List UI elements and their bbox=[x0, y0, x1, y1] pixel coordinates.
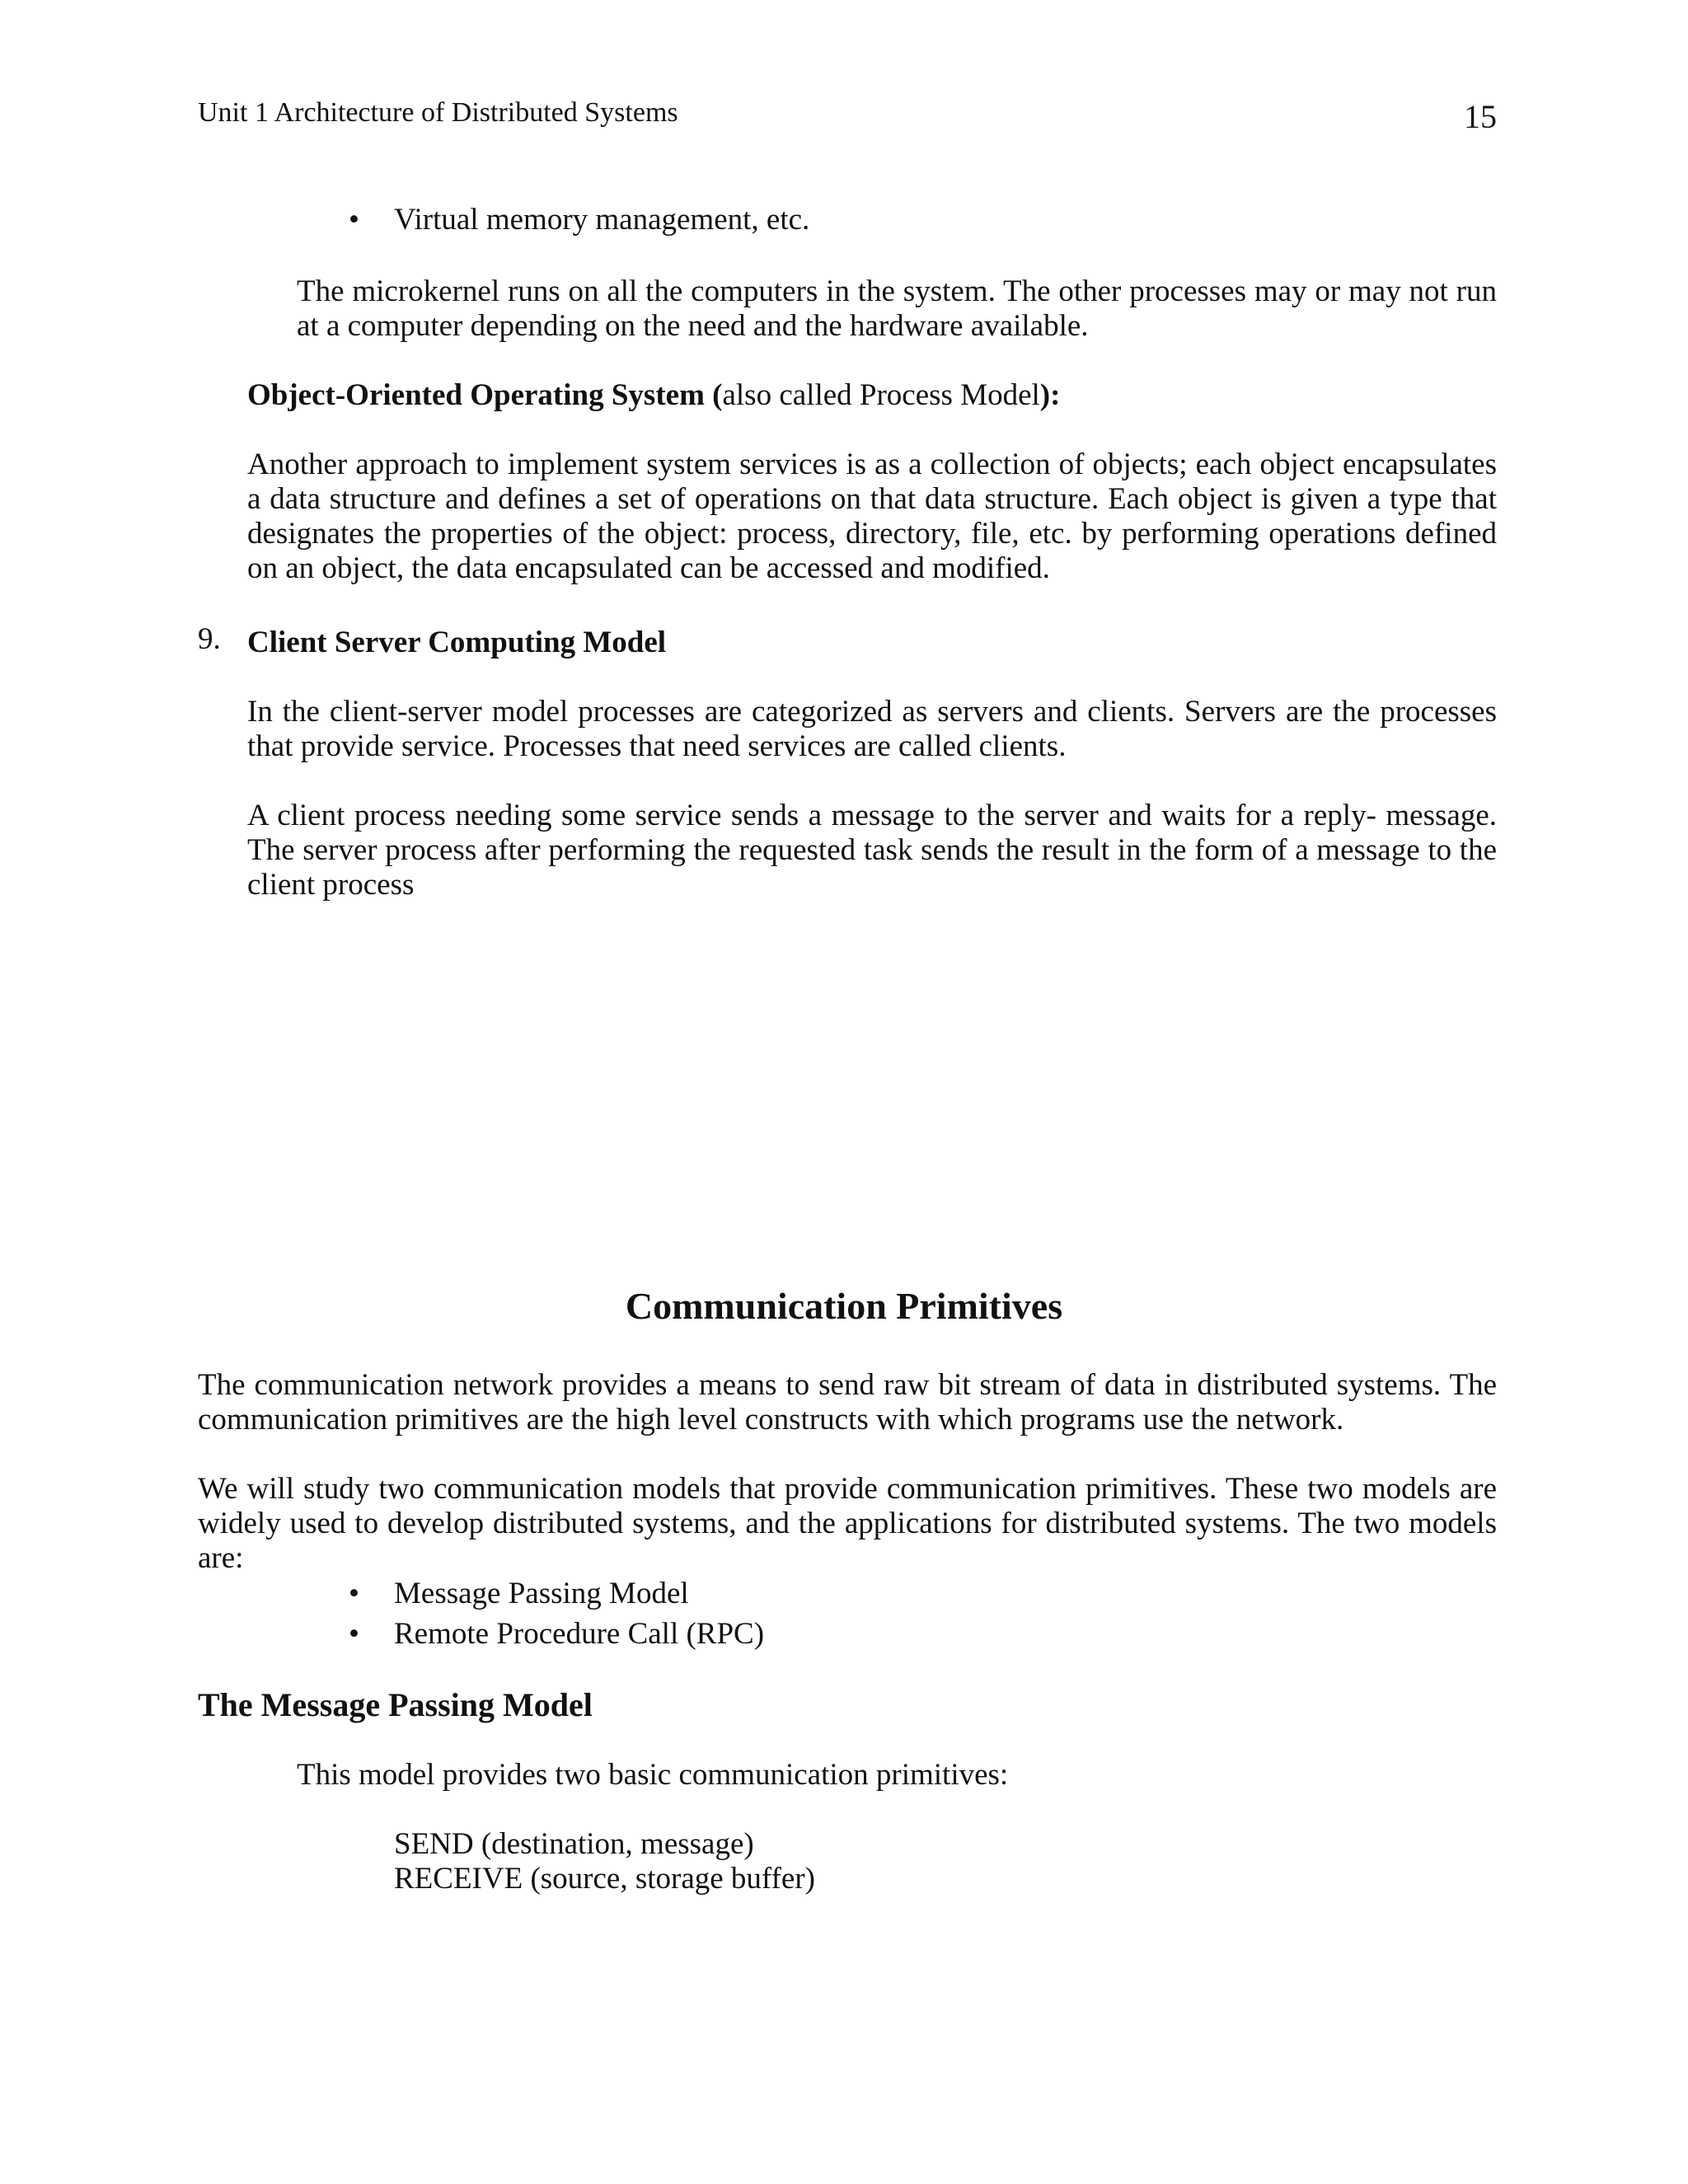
list-item bbox=[349, 1577, 689, 1611]
oo-heading bbox=[247, 378, 1060, 413]
section-title: Communication Primitives bbox=[625, 1285, 1063, 1327]
bullet-icon: • bbox=[349, 1617, 359, 1651]
bullet-icon: • bbox=[349, 203, 359, 237]
message-passing-heading: The Message Passing Model bbox=[198, 1686, 593, 1723]
client-server-paragraph-2: A client process needing some service sends a message to the server and waits for a reply- message. The server process after performing the requested task sends the result in the form of a message to the client process bbox=[247, 799, 1497, 902]
primitive-send: SEND (destination, message) bbox=[394, 1827, 754, 1861]
list-item-text: Virtual memory management, etc. bbox=[394, 203, 810, 237]
list-item bbox=[349, 203, 810, 237]
oo-heading-normal: also called Process Model bbox=[722, 378, 1040, 412]
bullet-icon: • bbox=[349, 1577, 359, 1610]
oo-heading-close: ): bbox=[1039, 378, 1061, 412]
primitive-receive: RECEIVE (source, storage buffer) bbox=[394, 1862, 815, 1896]
list-item bbox=[349, 1617, 765, 1652]
comm-paragraph-1: The communication network provides a means to send raw bit stream of data in distributed systems. The communication primitives are the high level constructs with which programs use the network. bbox=[198, 1368, 1497, 1436]
list-item-text: Remote Procedure Call (RPC) bbox=[394, 1617, 765, 1651]
microkernel-paragraph: The microkernel runs on all the computers in the system. The other processes may or may not run at a computer depending on the need and the hardware available. bbox=[297, 274, 1497, 343]
message-passing-intro: This model provides two basic communication primitives: bbox=[297, 1758, 1009, 1792]
comm-paragraph-2: We will study two communication models that provide communication primitives. These two models are widely used to develop distributed systems, and the applications for distributed systems. The two models are: bbox=[198, 1472, 1497, 1575]
oo-paragraph: Another approach to implement system services is as a collection of objects; each object encapsulates a data structure and defines a set of operations on that data structure. Each object is given a type that designates the properties of the object: process, directory, file, etc. by performing operations defined on an object, the data encapsulated can be accessed and modified. bbox=[247, 448, 1497, 585]
item-9-number: 9. bbox=[198, 622, 221, 656]
list-item-text: Message Passing Model bbox=[394, 1577, 689, 1610]
item-9-title: Client Server Computing Model bbox=[247, 626, 667, 659]
page-number: 15 bbox=[1464, 98, 1497, 135]
client-server-paragraph-1: In the client-server model processes are categorized as servers and clients. Servers are the processes that provide service. Processes that need services are called clients. bbox=[247, 695, 1497, 763]
oo-heading-bold: Object-Oriented Operating System ( bbox=[247, 378, 723, 412]
running-header: Unit 1 Architecture of Distributed Systems bbox=[198, 97, 678, 128]
